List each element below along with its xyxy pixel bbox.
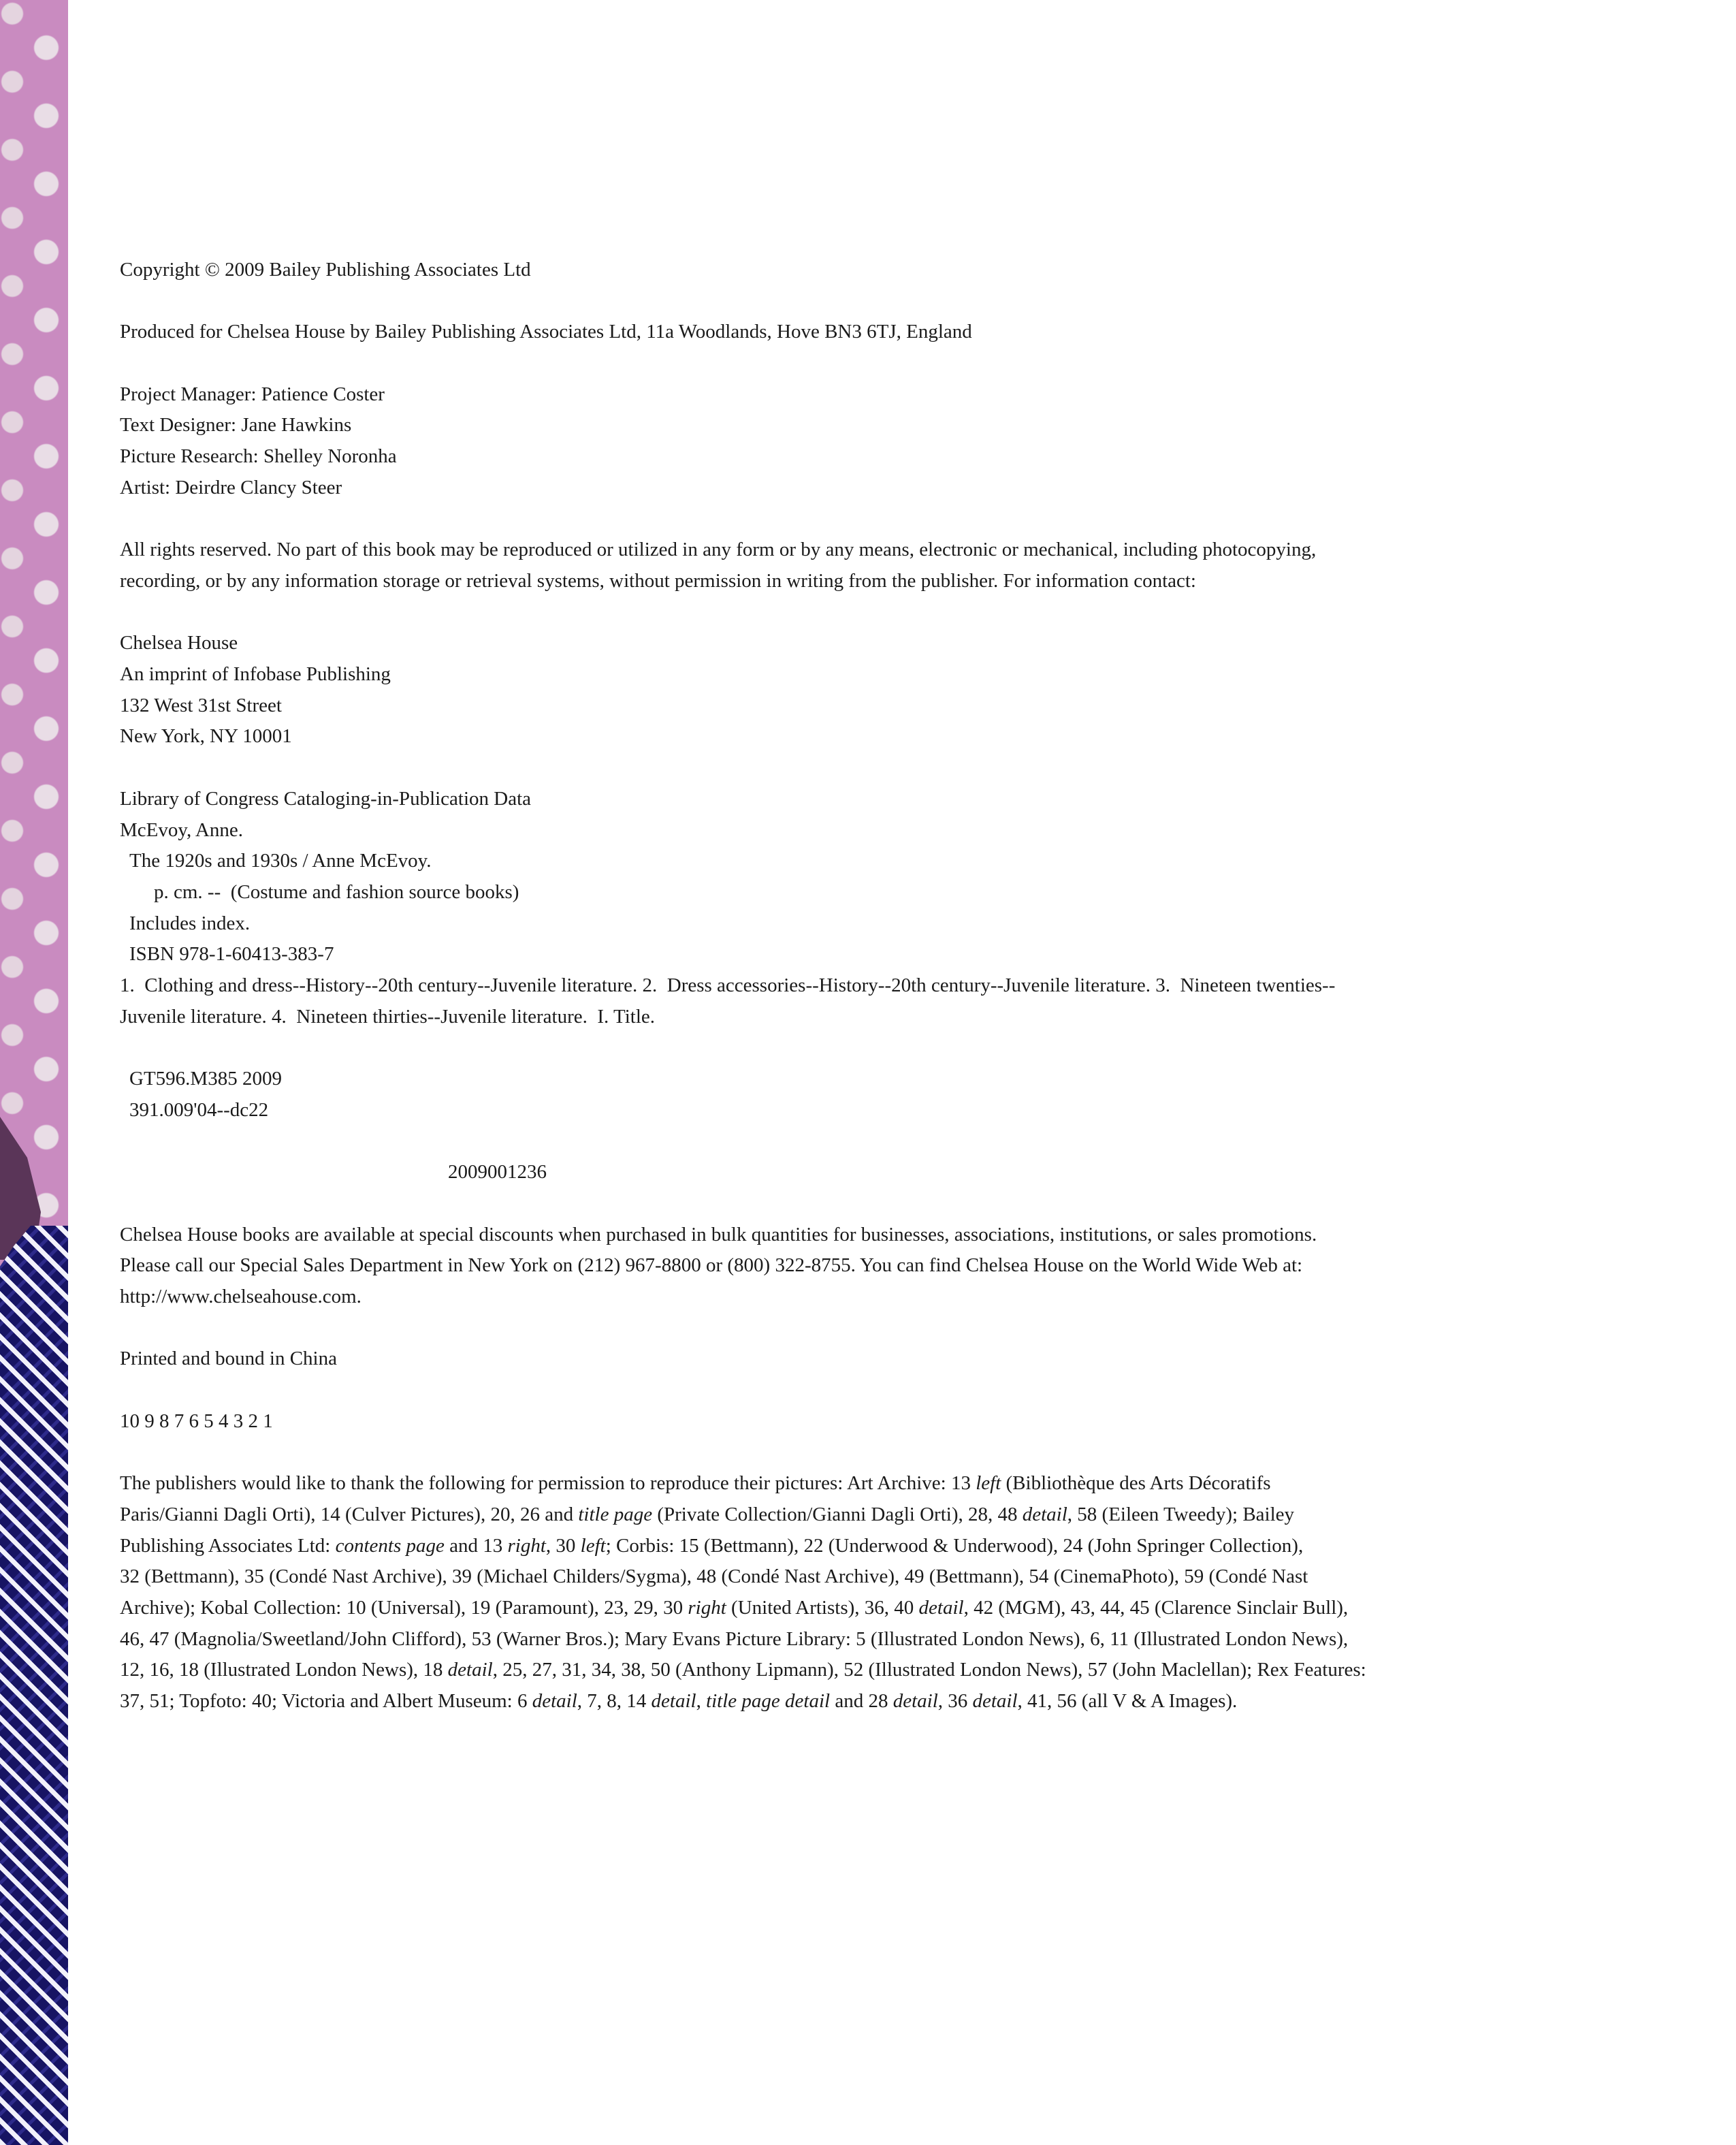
credit-text-designer: Text Designer: Jane Hawkins	[120, 414, 352, 436]
cip-subjects-2: Juvenile literature. 4. Nineteen thirties--Juvenile literature. I. Title.	[120, 1005, 656, 1028]
cip-title: The 1920s and 1930s / Anne McEvoy.	[129, 850, 432, 872]
contact-name: Chelsea House	[120, 632, 238, 654]
fabric-edge-image	[0, 0, 68, 2145]
contact-imprint: An imprint of Infobase Publishing	[120, 663, 391, 686]
cip-author: McEvoy, Anne.	[120, 819, 243, 841]
acknowledgements-line-1: The publishers would like to thank the following for permission to reproduce their pictures: Art Archive: 13 left (Bibliothèque des Arts Décoratifs	[120, 1472, 1271, 1495]
produced-for-line: Produced for Chelsea House by Bailey Publishing Associates Ltd, 11a Woodlands, Hove BN3 6TJ, England	[120, 321, 972, 343]
sales-line-2: Please call our Special Sales Department in New York on (212) 967-8800 or (800) 322-8755. You can find Chelsea House on the World Wide Web at:	[120, 1254, 1303, 1277]
copyright-line: Copyright © 2009 Bailey Publishing Associates Ltd	[120, 259, 531, 281]
credit-artist: Artist: Deirdre Clancy Steer	[120, 476, 342, 498]
acknowledgements-line-6: 46, 47 (Magnolia/Sweetland/John Clifford), 53 (Warner Bros.); Mary Evans Picture Library: 5 (Illustrated London News), 6, 11 (Illustrated London News),	[120, 1627, 1349, 1650]
acknowledgements-line-2: Paris/Gianni Dagli Orti), 14 (Culver Pictures), 20, 26 and title page (Private Collection/Gianni Dagli Orti), 28, 48 detail, 58 (Eileen Tweedy); Bailey	[120, 1503, 1295, 1525]
copyright-page	[120, 255, 1481, 1717]
acknowledgements-line-8: 37, 51; Topfoto: 40; Victoria and Albert Museum: 6 detail, 7, 8, 14 detail, title page detail and 28 detail, 36 detail, 41, 56 (all V & A Images).	[120, 1690, 1238, 1713]
contact-city: New York, NY 10001	[120, 725, 292, 748]
cip-lccn: 2009001236	[448, 1161, 547, 1183]
rights-line-1: All rights reserved. No part of this book may be reproduced or utilized in any form or by any means, electronic or mechanical, including photocopying,	[120, 539, 1317, 561]
printing-numbers: 10 9 8 7 6 5 4 3 2 1	[120, 1410, 273, 1432]
cip-series: p. cm. -- (Costume and fashion source books)	[154, 880, 519, 903]
credit-picture-research: Picture Research: Shelley Noronha	[120, 445, 397, 468]
cip-subjects-1: 1. Clothing and dress--History--20th century--Juvenile literature. 2. Dress accessories--History--20th century--Juvenile literature. 3. Nineteen twenties--	[120, 974, 1336, 997]
cip-includes: Includes index.	[129, 912, 251, 934]
sales-url: http://www.chelseahouse.com.	[120, 1286, 361, 1308]
cip-isbn: ISBN 978-1-60413-383-7	[129, 943, 334, 966]
tweed-fabric	[0, 1226, 68, 2145]
cip-heading: Library of Congress Cataloging-in-Publication Data	[120, 787, 532, 810]
acknowledgements-line-4: 32 (Bettmann), 35 (Condé Nast Archive), 39 (Michael Childers/Sygma), 48 (Condé Nast Archive), 49 (Bettmann), 54 (CinemaPhoto), 59 (Condé Nast	[120, 1566, 1308, 1588]
credit-project-manager: Project Manager: Patience Coster	[120, 383, 385, 405]
acknowledgements-line-5: Archive); Kobal Collection: 10 (Universal), 19 (Paramount), 23, 29, 30 right (United Artists), 36, 40 detail, 42 (MGM), 43, 44, 45 (Clarence Sinclair Bull),	[120, 1597, 1349, 1619]
cip-class-2: 391.009'04--dc22	[129, 1098, 269, 1121]
sales-line-1: Chelsea House books are available at special discounts when purchased in bulk quantities for businesses, associations, institutions, or sales promotions.	[120, 1223, 1317, 1245]
acknowledgements-line-3: Publishing Associates Ltd: contents page and 13 right, 30 left; Corbis: 15 (Bettmann), 22 (Underwood & Underwood), 24 (John Springer Collection),	[120, 1534, 1304, 1557]
cip-class-1: GT596.M385 2009	[129, 1068, 282, 1090]
acknowledgements-line-7: 12, 16, 18 (Illustrated London News), 18 detail, 25, 27, 31, 34, 38, 50 (Anthony Lipmann), 52 (Illustrated London News), 57 (John Maclellan); Rex Features:	[120, 1659, 1366, 1681]
rights-line-2: recording, or by any information storage or retrieval systems, without permission in writing from the publisher. For information contact:	[120, 569, 1196, 592]
printed-line: Printed and bound in China	[120, 1348, 337, 1370]
contact-street: 132 West 31st Street	[120, 694, 282, 716]
